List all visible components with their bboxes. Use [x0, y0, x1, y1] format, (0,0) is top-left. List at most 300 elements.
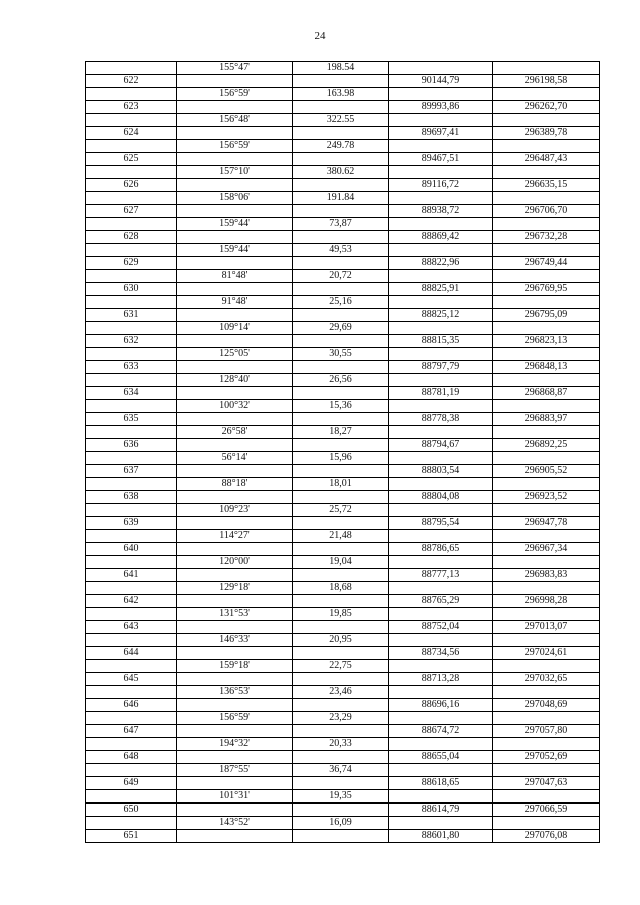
x-coordinate-cell — [389, 686, 493, 699]
direction-angle-cell — [177, 569, 293, 582]
point-number-cell: 622 — [86, 75, 177, 88]
table-row — [86, 543, 600, 556]
y-coordinate-cell — [493, 634, 600, 647]
table-row — [86, 153, 600, 166]
x-coordinate-cell: 88781,19 — [389, 387, 493, 400]
y-coordinate-cell — [493, 322, 600, 335]
segment-length-cell — [293, 283, 389, 296]
y-coordinate-cell: 297048,69 — [493, 699, 600, 712]
direction-angle-cell — [177, 127, 293, 140]
point-number-cell — [86, 556, 177, 569]
y-coordinate-cell — [493, 712, 600, 725]
segment-length-cell: 19,85 — [293, 608, 389, 621]
segment-length-cell: 23,46 — [293, 686, 389, 699]
direction-angle-cell — [177, 673, 293, 686]
segment-length-cell — [293, 569, 389, 582]
point-number-cell — [86, 426, 177, 439]
direction-angle-cell — [177, 439, 293, 452]
x-coordinate-cell — [389, 738, 493, 751]
y-coordinate-cell — [493, 530, 600, 543]
direction-angle-cell: 100°32' — [177, 400, 293, 413]
table-row — [86, 647, 600, 660]
point-number-cell: 645 — [86, 673, 177, 686]
segment-length-cell: 18,68 — [293, 582, 389, 595]
table-row — [86, 452, 600, 465]
direction-angle-cell: 159°44' — [177, 244, 293, 257]
y-coordinate-cell — [493, 62, 600, 75]
x-coordinate-cell — [389, 712, 493, 725]
table-row — [86, 465, 600, 478]
direction-angle-cell — [177, 153, 293, 166]
direction-angle-cell — [177, 413, 293, 426]
segment-length-cell: 18,27 — [293, 426, 389, 439]
table-row — [86, 803, 600, 817]
table-row — [86, 790, 600, 804]
x-coordinate-cell — [389, 62, 493, 75]
x-coordinate-cell — [389, 374, 493, 387]
y-coordinate-cell — [493, 478, 600, 491]
table-row — [86, 244, 600, 257]
y-coordinate-cell — [493, 244, 600, 257]
point-number-cell: 631 — [86, 309, 177, 322]
direction-angle-cell: 157°10' — [177, 166, 293, 179]
direction-angle-cell: 146°33' — [177, 634, 293, 647]
segment-length-cell — [293, 231, 389, 244]
table-row — [86, 179, 600, 192]
segment-length-cell — [293, 543, 389, 556]
segment-length-cell: 49,53 — [293, 244, 389, 257]
x-coordinate-cell — [389, 582, 493, 595]
table-row — [86, 101, 600, 114]
point-number-cell: 651 — [86, 830, 177, 843]
table-row — [86, 439, 600, 452]
point-number-cell: 624 — [86, 127, 177, 140]
point-number-cell — [86, 790, 177, 804]
direction-angle-cell: 56°14' — [177, 452, 293, 465]
y-coordinate-cell: 296635,15 — [493, 179, 600, 192]
x-coordinate-cell — [389, 166, 493, 179]
point-number-cell: 632 — [86, 335, 177, 348]
point-number-cell — [86, 817, 177, 830]
table-row — [86, 62, 600, 75]
table-row — [86, 218, 600, 231]
segment-length-cell — [293, 621, 389, 634]
x-coordinate-cell — [389, 608, 493, 621]
direction-angle-cell: 120°00' — [177, 556, 293, 569]
x-coordinate-cell: 88786,65 — [389, 543, 493, 556]
x-coordinate-cell — [389, 140, 493, 153]
segment-length-cell: 163.98 — [293, 88, 389, 101]
x-coordinate-cell — [389, 348, 493, 361]
x-coordinate-cell — [389, 322, 493, 335]
table-row — [86, 426, 600, 439]
table-row — [86, 257, 600, 270]
segment-length-cell: 16,09 — [293, 817, 389, 830]
direction-angle-cell: 159°18' — [177, 660, 293, 673]
point-number-cell: 625 — [86, 153, 177, 166]
direction-angle-cell — [177, 830, 293, 843]
segment-length-cell — [293, 101, 389, 114]
point-number-cell — [86, 166, 177, 179]
segment-length-cell: 18,01 — [293, 478, 389, 491]
direction-angle-cell: 125°05' — [177, 348, 293, 361]
segment-length-cell — [293, 465, 389, 478]
direction-angle-cell: 143°52' — [177, 817, 293, 830]
x-coordinate-cell: 89993,86 — [389, 101, 493, 114]
point-number-cell — [86, 764, 177, 777]
direction-angle-cell: 131°53' — [177, 608, 293, 621]
table-row — [86, 75, 600, 88]
x-coordinate-cell: 89467,51 — [389, 153, 493, 166]
point-number-cell: 634 — [86, 387, 177, 400]
point-number-cell: 641 — [86, 569, 177, 582]
y-coordinate-cell — [493, 790, 600, 804]
table-row — [86, 361, 600, 374]
table-row — [86, 231, 600, 244]
segment-length-cell — [293, 595, 389, 608]
table-row — [86, 192, 600, 205]
direction-angle-cell — [177, 699, 293, 712]
x-coordinate-cell: 88696,16 — [389, 699, 493, 712]
table-row — [86, 686, 600, 699]
y-coordinate-cell: 296848,13 — [493, 361, 600, 374]
point-number-cell — [86, 582, 177, 595]
y-coordinate-cell: 296389,78 — [493, 127, 600, 140]
direction-angle-cell: 88°18' — [177, 478, 293, 491]
table-row — [86, 296, 600, 309]
table-row — [86, 634, 600, 647]
segment-length-cell: 249.78 — [293, 140, 389, 153]
x-coordinate-cell — [389, 764, 493, 777]
table-row — [86, 699, 600, 712]
y-coordinate-cell — [493, 192, 600, 205]
x-coordinate-cell — [389, 296, 493, 309]
y-coordinate-cell: 296983,83 — [493, 569, 600, 582]
segment-length-cell — [293, 75, 389, 88]
segment-length-cell: 25,16 — [293, 296, 389, 309]
segment-length-cell: 29,69 — [293, 322, 389, 335]
x-coordinate-cell: 88797,79 — [389, 361, 493, 374]
x-coordinate-cell: 88674,72 — [389, 725, 493, 738]
y-coordinate-cell: 296905,52 — [493, 465, 600, 478]
point-number-cell: 649 — [86, 777, 177, 790]
table-row — [86, 387, 600, 400]
x-coordinate-cell — [389, 660, 493, 673]
y-coordinate-cell — [493, 400, 600, 413]
direction-angle-cell — [177, 205, 293, 218]
segment-length-cell: 191.84 — [293, 192, 389, 205]
table-row — [86, 491, 600, 504]
x-coordinate-cell: 88869,42 — [389, 231, 493, 244]
direction-angle-cell — [177, 465, 293, 478]
table-row — [86, 88, 600, 101]
segment-length-cell: 198.54 — [293, 62, 389, 75]
table-row — [86, 127, 600, 140]
point-number-cell — [86, 712, 177, 725]
direction-angle-cell: 81°48' — [177, 270, 293, 283]
point-number-cell: 628 — [86, 231, 177, 244]
y-coordinate-cell: 296967,34 — [493, 543, 600, 556]
segment-length-cell — [293, 179, 389, 192]
direction-angle-cell — [177, 231, 293, 244]
direction-angle-cell — [177, 309, 293, 322]
point-number-cell — [86, 374, 177, 387]
table-row — [86, 140, 600, 153]
table-row — [86, 114, 600, 127]
segment-length-cell: 20,33 — [293, 738, 389, 751]
y-coordinate-cell: 297024,61 — [493, 647, 600, 660]
table-row — [86, 830, 600, 843]
x-coordinate-cell: 89116,72 — [389, 179, 493, 192]
segment-length-cell: 21,48 — [293, 530, 389, 543]
direction-angle-cell — [177, 283, 293, 296]
segment-length-cell: 73,87 — [293, 218, 389, 231]
coordinates-table-body — [86, 62, 600, 843]
segment-length-cell — [293, 673, 389, 686]
y-coordinate-cell: 296823,13 — [493, 335, 600, 348]
x-coordinate-cell — [389, 218, 493, 231]
x-coordinate-cell: 88822,96 — [389, 257, 493, 270]
point-number-cell: 629 — [86, 257, 177, 270]
direction-angle-cell: 156°59' — [177, 712, 293, 725]
y-coordinate-cell — [493, 140, 600, 153]
segment-length-cell — [293, 309, 389, 322]
y-coordinate-cell: 296262,70 — [493, 101, 600, 114]
segment-length-cell: 25,72 — [293, 504, 389, 517]
y-coordinate-cell — [493, 582, 600, 595]
table-row — [86, 673, 600, 686]
table-row — [86, 517, 600, 530]
point-number-cell — [86, 62, 177, 75]
point-number-cell — [86, 504, 177, 517]
segment-length-cell — [293, 647, 389, 660]
y-coordinate-cell: 296198,58 — [493, 75, 600, 88]
table-row — [86, 582, 600, 595]
y-coordinate-cell — [493, 608, 600, 621]
point-number-cell: 642 — [86, 595, 177, 608]
segment-length-cell — [293, 205, 389, 218]
point-number-cell — [86, 192, 177, 205]
segment-length-cell: 20,72 — [293, 270, 389, 283]
point-number-cell: 626 — [86, 179, 177, 192]
x-coordinate-cell: 88777,13 — [389, 569, 493, 582]
y-coordinate-cell: 296769,95 — [493, 283, 600, 296]
x-coordinate-cell — [389, 504, 493, 517]
x-coordinate-cell: 88825,91 — [389, 283, 493, 296]
x-coordinate-cell: 88655,04 — [389, 751, 493, 764]
segment-length-cell — [293, 335, 389, 348]
x-coordinate-cell — [389, 270, 493, 283]
point-number-cell: 639 — [86, 517, 177, 530]
direction-angle-cell — [177, 595, 293, 608]
table-row — [86, 504, 600, 517]
direction-angle-cell — [177, 647, 293, 660]
point-number-cell — [86, 634, 177, 647]
point-number-cell: 648 — [86, 751, 177, 764]
table-row — [86, 817, 600, 830]
point-number-cell: 627 — [86, 205, 177, 218]
direction-angle-cell — [177, 335, 293, 348]
y-coordinate-cell: 296795,09 — [493, 309, 600, 322]
y-coordinate-cell — [493, 218, 600, 231]
direction-angle-cell: 129°18' — [177, 582, 293, 595]
y-coordinate-cell — [493, 426, 600, 439]
x-coordinate-cell: 88795,54 — [389, 517, 493, 530]
point-number-cell: 623 — [86, 101, 177, 114]
x-coordinate-cell — [389, 556, 493, 569]
segment-length-cell: 36,74 — [293, 764, 389, 777]
segment-length-cell: 19,04 — [293, 556, 389, 569]
direction-angle-cell — [177, 621, 293, 634]
direction-angle-cell — [177, 725, 293, 738]
y-coordinate-cell: 296706,70 — [493, 205, 600, 218]
table-row — [86, 556, 600, 569]
segment-length-cell: 22,75 — [293, 660, 389, 673]
x-coordinate-cell: 88804,08 — [389, 491, 493, 504]
table-row — [86, 400, 600, 413]
table-row — [86, 270, 600, 283]
y-coordinate-cell: 297076,08 — [493, 830, 600, 843]
point-number-cell: 650 — [86, 803, 177, 817]
table-row — [86, 530, 600, 543]
table-row — [86, 608, 600, 621]
y-coordinate-cell: 296998,28 — [493, 595, 600, 608]
x-coordinate-cell — [389, 790, 493, 804]
y-coordinate-cell: 296868,87 — [493, 387, 600, 400]
segment-length-cell — [293, 387, 389, 400]
segment-length-cell: 23,29 — [293, 712, 389, 725]
y-coordinate-cell — [493, 556, 600, 569]
segment-length-cell: 15,96 — [293, 452, 389, 465]
point-number-cell: 646 — [86, 699, 177, 712]
direction-angle-cell — [177, 387, 293, 400]
table-row — [86, 777, 600, 790]
y-coordinate-cell — [493, 88, 600, 101]
y-coordinate-cell — [493, 764, 600, 777]
direction-angle-cell: 155°47' — [177, 62, 293, 75]
point-number-cell — [86, 88, 177, 101]
y-coordinate-cell — [493, 374, 600, 387]
point-number-cell — [86, 140, 177, 153]
direction-angle-cell: 114°27' — [177, 530, 293, 543]
table-row — [86, 283, 600, 296]
direction-angle-cell: 194°32' — [177, 738, 293, 751]
point-number-cell: 636 — [86, 439, 177, 452]
y-coordinate-cell — [493, 166, 600, 179]
y-coordinate-cell — [493, 270, 600, 283]
point-number-cell — [86, 322, 177, 335]
page-number: 24 — [314, 30, 326, 42]
x-coordinate-cell: 88794,67 — [389, 439, 493, 452]
point-number-cell — [86, 296, 177, 309]
direction-angle-cell: 158°06' — [177, 192, 293, 205]
x-coordinate-cell — [389, 817, 493, 830]
x-coordinate-cell — [389, 426, 493, 439]
table-row — [86, 751, 600, 764]
table-row — [86, 348, 600, 361]
y-coordinate-cell — [493, 504, 600, 517]
x-coordinate-cell: 88938,72 — [389, 205, 493, 218]
y-coordinate-cell — [493, 817, 600, 830]
table-row — [86, 738, 600, 751]
y-coordinate-cell: 296487,43 — [493, 153, 600, 166]
y-coordinate-cell: 296923,52 — [493, 491, 600, 504]
segment-length-cell: 15,36 — [293, 400, 389, 413]
table-row — [86, 413, 600, 426]
point-number-cell: 647 — [86, 725, 177, 738]
direction-angle-cell: 26°58' — [177, 426, 293, 439]
direction-angle-cell — [177, 101, 293, 114]
x-coordinate-cell — [389, 452, 493, 465]
x-coordinate-cell: 88825,12 — [389, 309, 493, 322]
point-number-cell: 637 — [86, 465, 177, 478]
y-coordinate-cell: 297052,69 — [493, 751, 600, 764]
x-coordinate-cell — [389, 634, 493, 647]
y-coordinate-cell: 297013,07 — [493, 621, 600, 634]
x-coordinate-cell: 88815,35 — [389, 335, 493, 348]
table-row — [86, 569, 600, 582]
x-coordinate-cell: 89697,41 — [389, 127, 493, 140]
segment-length-cell — [293, 751, 389, 764]
point-number-cell — [86, 270, 177, 283]
x-coordinate-cell: 88734,56 — [389, 647, 493, 660]
direction-angle-cell — [177, 803, 293, 817]
x-coordinate-cell: 88601,80 — [389, 830, 493, 843]
x-coordinate-cell — [389, 478, 493, 491]
table-row — [86, 764, 600, 777]
segment-length-cell — [293, 361, 389, 374]
point-number-cell — [86, 218, 177, 231]
point-number-cell — [86, 452, 177, 465]
direction-angle-cell: 101°31' — [177, 790, 293, 804]
point-number-cell — [86, 114, 177, 127]
table-row — [86, 322, 600, 335]
direction-angle-cell — [177, 361, 293, 374]
x-coordinate-cell: 88778,38 — [389, 413, 493, 426]
y-coordinate-cell: 296732,28 — [493, 231, 600, 244]
direction-angle-cell: 91°48' — [177, 296, 293, 309]
segment-length-cell: 19,35 — [293, 790, 389, 804]
y-coordinate-cell: 296883,97 — [493, 413, 600, 426]
x-coordinate-cell: 88618,65 — [389, 777, 493, 790]
y-coordinate-cell — [493, 452, 600, 465]
direction-angle-cell — [177, 751, 293, 764]
direction-angle-cell: 109°14' — [177, 322, 293, 335]
segment-length-cell — [293, 491, 389, 504]
direction-angle-cell: 109°23' — [177, 504, 293, 517]
direction-angle-cell — [177, 543, 293, 556]
segment-length-cell — [293, 153, 389, 166]
direction-angle-cell: 159°44' — [177, 218, 293, 231]
point-number-cell — [86, 400, 177, 413]
table-row — [86, 595, 600, 608]
table-row — [86, 205, 600, 218]
segment-length-cell — [293, 777, 389, 790]
y-coordinate-cell: 297032,65 — [493, 673, 600, 686]
segment-length-cell — [293, 803, 389, 817]
y-coordinate-cell: 296749,44 — [493, 257, 600, 270]
table-row — [86, 166, 600, 179]
segment-length-cell — [293, 699, 389, 712]
x-coordinate-cell — [389, 192, 493, 205]
point-number-cell: 638 — [86, 491, 177, 504]
direction-angle-cell: 187°55' — [177, 764, 293, 777]
x-coordinate-cell: 88752,04 — [389, 621, 493, 634]
point-number-cell: 635 — [86, 413, 177, 426]
table-row — [86, 374, 600, 387]
x-coordinate-cell — [389, 400, 493, 413]
table-row — [86, 478, 600, 491]
